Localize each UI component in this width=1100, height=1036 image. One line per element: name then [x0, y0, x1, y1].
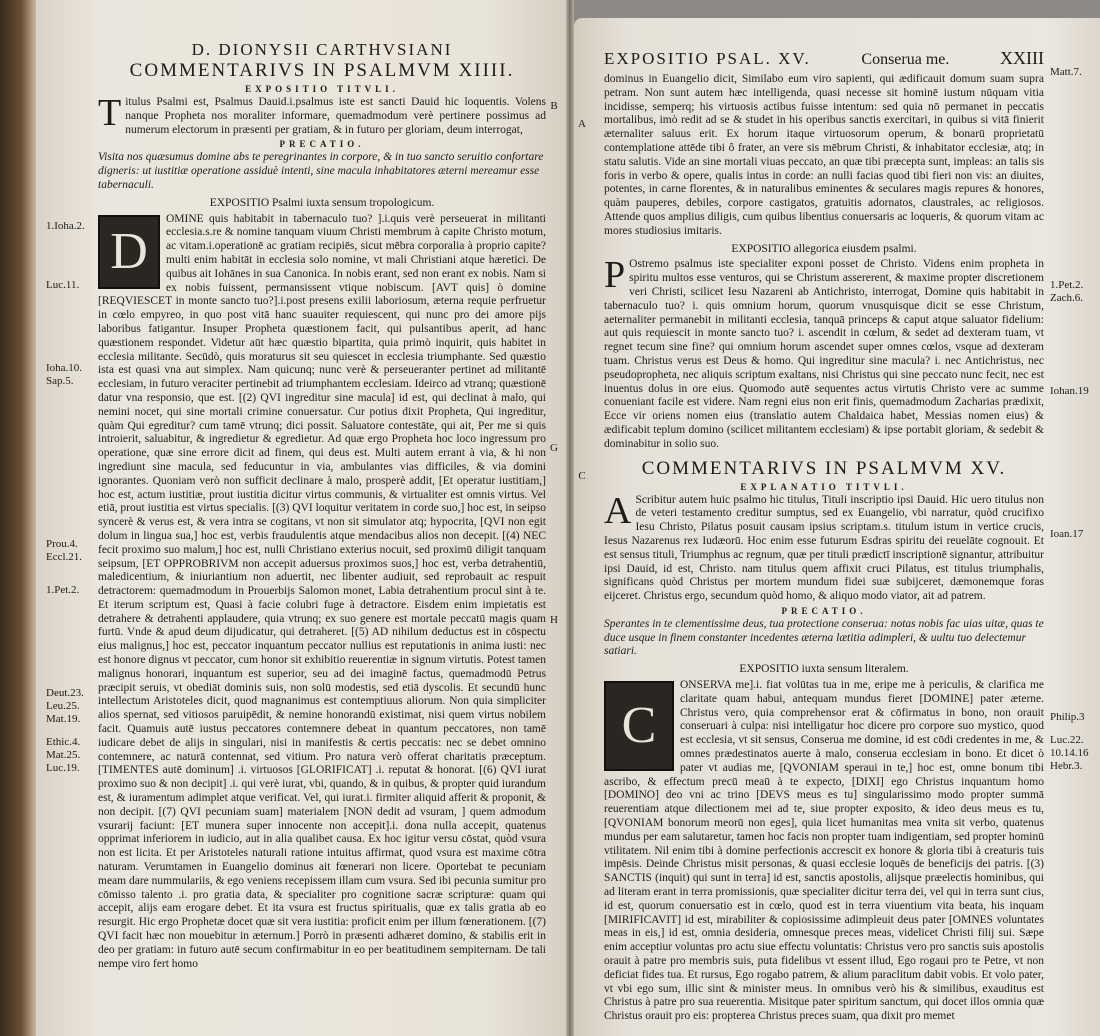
- expositio-tituli-heading: EXPOSITIO TITVLI.: [245, 84, 399, 94]
- margin-note: Iohan.19: [1050, 385, 1089, 397]
- expositio-heading: EXPOSITIO Psalmi iuxta sensum tropologicum.: [209, 196, 435, 209]
- margin-note: 10.14.16: [1050, 747, 1089, 759]
- left-page: [36, 0, 566, 1036]
- precatio-text-right: Sperantes in te clementissime deus, tua protectione conserua: notas nobis fac uias uitæ, quas te duce usque in finem constanter incedentes æterna lætitia adimpleri, & uultu tuo delectemur satiari.: [604, 617, 1044, 658]
- margin-note: Deut.23.: [46, 687, 84, 699]
- literalis-paragraph: [604, 679, 1044, 1024]
- margin-note: Mat.25.: [46, 749, 81, 761]
- literalis-heading: EXPOSITIO iuxta sensum literalem.: [739, 663, 909, 676]
- explanatio-heading: EXPLANATIO TITVLI.: [740, 481, 908, 492]
- right-top-text: dominus in Euangelio dicit, Similabo eum viro sapienti, qui ædificauit domum suam supra petram. Non sunt autem hæc intelligenda, quasi necesse sit hominē iustum nūquam vitia incidisse, semperq; his virtuosis actibus fuisse intentum: sed quia nō permanet in peccatis mortalibus, imò redit ad se & studet in his operibus sanctis exercitari, in quibus si vitā finierit æternaliter saluus erit. Ex horum itaque virtuosorum operum, & bonarū proprietatū contemplatione attēde tibi ô frater, an vere sis mēbrum Christi, & inhabitator ecclesiæ, atq; in statu salutis. Vide an sine mortali viuas peccato, an quæ tibi præcepta sunt, impleas: an talis sis foris in verbo & opere, qualis intus in corde: an nulli facias quod tibi fieri non vis: an diuites, potentes, in carne florentes, & in naturalibus eminentes & seculares magis repures & honores, quàm pauperes, debiles, corpore castigatos, gratuitis adornatos, claustrales, ac religiosos. Attende quos amplius diligis, cum quibus libentius conuersaris ac loqueris, & quorum vitam ac mores studiosius imitaris.: [604, 73, 1044, 237]
- explanatio-paragraph: [604, 489, 1044, 604]
- section-letter: G: [550, 442, 558, 454]
- commentary-title: COMMENTARIVS IN PSALMVM XV.: [641, 457, 1007, 479]
- margin-note: 1.Pet.2.: [1050, 279, 1084, 291]
- drop-cap-p: P: [604, 254, 626, 297]
- explanatio-text: Scribitur autem huic psalmo hic titulus, Tituli inscriptio ipsi Dauid. Hic uero titulus non de veteri testamento creditur sumptus, sed ex Euangelio, vbi narratur, quòd crucifixo Iesu Christo, Pilatus posuit causam ipsius scriptam.s. titulum istum in vertice crucis, Iesus Nazarenus rex Iudæorū. Hoc enim esse futurum Esdras spiritu dei reuelāte cognouit. Et est sensus tituli, Triumphus ac regnum, quæ per tituli prædictī inscriptionē signantur, attribuitur ipsi Dauid, id est, Christo. nam titulus quem affixit cruci Pilatus, est titulus triumphalis, significans quòd Christus per mortem mundum fidei suæ subijceret, dæmonemque foras eijceret. Christus ergo, secundum quòd homo, & aliquo modo viator, ait ad patrem.: [604, 493, 1044, 603]
- book-cover-edge: [0, 0, 36, 1036]
- left-body: OMINE quis habitabit in tabernaculo tuo? ].i.quis verè perseuerat in militanti ecclesia.s.re & nomine tanquam viuum Christi membrum à capite Christo motum, ac vitam.i.operationē ac gratiam recipiēs, sicut mēbra corporalia à proprio capite? multi enim habitāt in ecclesia solo nomine, vt mali Christiani atque hæretici. De quibus ait Iohānes in sua Canonica. In nobis erant, sed non erant ex nobis. Nam si ex nobis fuissent, permansissent vtique nobiscum. [AVT quis] ò domine [REQVIESCET in monte sancto tuo?].i.post presens exilii laboriosum, æterna requie perfruetur in cœlo empyreo, in quo post vitā hanc suauiter requiescent, qui nunc pro dei amore pijs laboribus fatigantur. Insuper Propheta quæstionem facit, qui pulsantibus aperit, ad hanc quæstionem respondet. Videtur aūt hæc quæstio bipartita, quia primò inquirit, quis habitet in ecclesia militante. Secūdò, quis moraturus sit seu quiescet in ecclesia triumphante. Sed quæstio ista est quasi vna aut simplex. Nam quicunq; nunc verè & perseueranter pertinet ad militantē ecclesiam, in futuro veraciter pertinebit ad triumphantem ecclesiam. Ideirco ad vtranq; quæstionē datur vna responsio, que est. [(2) QVI ingreditur sine macula] id est, qui declinat à malo, qui nemini nocet, qui sine mortali crimine conuersatur. Cur potius dixit Propheta, Qui ingreditur, quàm Qui egreditur? cum tamē vtrunq; dici possit. Saluatore contestāte, qui ait, Per me si quis introierit, saluabitur, & ingredietur & egredietur. Ad quæ ergo Propheta hoc loco ingressum pro operatione, quæ sine errore dicit ad finem, qui deus est. Multi autem errant à via, & hi non ingrediunt sine macula, sed feducuntur in via, ambulantes vias difficiles, & via domini ignorantes. Quoniam verò non sufficit declinare à malo, prosperè addit, [Et operatur iustitiam,] hoc est, actum iustitiæ, prout iustitia dicitur virtus communis, & virtualiter est omnis virtus. Vel etiā, prout iustitia est virtus specialis. [(3) QVI loquitur veritatem in corde suo,] hoc est, in seipso syncerè & verus est, & vera intra se cogitans, vt non sit simulator atq; hypocrita, [QVI non egit dolum in lingua sua,] hoc est, verbis fraudulentis atque mendacibus alios non decepit. [(4) NEC fecit proximo suo malum,] hoc est, nulli Christiano exterius nocuit, sed proximū diligit tanquam seipsum, [ET OPPROBRIVM non accepit aduersus proximos suos,] hoc est, verba detrahentiū, maledicentium, & iniuriantium non aduertit, nec libenter audiuit, sed reprobauit ac respuit detractorem: quemadmodum in Prouerbijs Salomon monet, Labia detrahentium procul sint à te. Et iterum scriptum est, Quasi à facie colubri fuge à detractore. Eisdem enim impietatis est detrahere & detrahenti applaudere, quia vtrunq; ex suo genere est mortale peccatū magis quam furtū. Vnde & apud deum dijudicatur, qui detraheret. [(5) AD nihilum deductus est in cōspectu eius malignus,] hoc est, peccator inquantum peccator nullius est reputationis in anima iusti: nec est honore dignus vt peccator, cum honor sit exhibitio reuerentiæ in signum virtutis. Potest tamen malignus honorari, inquantum est superior, seu ad dei imaginē factus, quemadmodū Petrus præcipit seruis, vt obediāt dominis suis, non solū modestis, sed etiā dyscolis. Et secundū hunc intellectum Aristoteles dicit, quod magnanimus est contemptiuus aliorum. Non quia simpliciter alios spernat, sed vitiosos paruipēdit, & nemine honorandū existimat, nisi quem virtus nobilem facit. Quamuis autē iustus peccatores contemnere debeat in quantum peccatores, non tamē iudicare debet de alijs in singulari, nisi in manifestis & certis peccatis: nec se debet omnino contemnere, ac naturā contennat, sed vitium. Pro natura verò offerat charitatis præceptum. [TIMENTES autē dominum] .i. virtuosos [GLORIFICAT] .i. reputat & honorat. [(6) QVI iurat proximo suo & non decipit] .i. qui verè iurat, vbi, quando, & in quibus, & propter quid iurandum est, & iuramentum adimplet atque verificat. Vel, qui iurat.i. firmiter aliquid afferit & proponit, & non decipit. [(7) QVI pecuniam suam] materialem [NON dedit ad vsuram, ] quem admodum vsurarij faciunt: [ET munera super innocente non accepit].i. dona nulla accepit, quatenus opprimat inferiorem in iudicio, aut in alia qualibet causa. Ex hoc igitur versu cōstat, quòd vsura non est licita. Et per Aristoteles naturali ratione intuitus affirmat, quod vsura est maxime cōtra naturam. Verumtamen in Euangelio dominus ait fœnerari non licere. Oportebat te pecuniam meam dare nummulariis, & ego veniens recepissem illam cum vsura. Sed ibi pecunia sumitur pro cōmisso talento .i. pro gratia data, & specialiter pro cognitione sacræ scripturæ: quam qui accepit, alijs eam erogare debet. Et ita vsura est fructus spiritualis, quæ ex talis gratia ab eo resurgit. Hic ergo Prophetæ docet quæ sit vera iustitia: proficit enim per illum fœnerationem. [(7) QVI facit hæc non mouebitur in æternum.] Porrò in præsenti adhæret domino, & stabilis erit in deo per gratiam: in futuro autē secum confirmabitur in eo per beatitudinem sempiternam. De tali nempe viro fert homo: [98, 212, 546, 970]
- margin-note: Ethic.4.: [46, 736, 81, 748]
- left-body-text: [98, 213, 546, 972]
- precatio-heading-right: PRECATIO.: [781, 605, 867, 616]
- book-gutter: [566, 0, 574, 1036]
- margin-note: Philip.3: [1050, 711, 1085, 723]
- right-section-letters: [574, 48, 590, 1024]
- left-title-line1: D. DIONYSII CARTHVSIANI: [191, 40, 453, 59]
- margin-note: 1.Pet.2.: [46, 584, 80, 596]
- left-margin-notes: [36, 40, 98, 1024]
- margin-note: Matt.7.: [1050, 66, 1082, 78]
- drop-cap-d: D: [98, 215, 160, 289]
- drop-cap-t: T: [98, 92, 122, 134]
- margin-note: Zach.6.: [1050, 292, 1083, 304]
- title-paragraph: [98, 92, 546, 137]
- drop-cap-c: C: [604, 681, 674, 771]
- allegorica-paragraph: [604, 254, 1044, 451]
- right-page: [574, 18, 1100, 1036]
- right-margin-notes: [1044, 48, 1100, 1024]
- margin-note: Ioan.17: [1050, 528, 1084, 540]
- title-text: itulus Psalmi est, Psalmus Dauid.i.psalmus iste est sancti Dauid hic loquentis. Volens nanque Propheta nos moraliter informare, quemadmodum verè pertinere possimus ad numerum electorum in præsenti per gratiam, & in futuro per gloriam, deum interrogat,: [125, 96, 546, 136]
- section-letter: H: [550, 614, 558, 626]
- margin-note: Luc.11.: [46, 279, 80, 291]
- allegorica-text: Ostremo psalmus iste specialiter exponi posset de Christo. Videns enim propheta in spiritu multos esse venturos, qui se Christum assererent, & maxime propter discretionem veri Christi, scilicet Iesu Nazareni ab Antichristo, interrogat, Domine quis habitabit in tabernaculo tuo? i. quis omnium horum, quorum vnusquisque dicit se esse Christum, aeternaliter permanebit in militanti ecclesia, tanquā princeps & caput atque saluator fidelium: aut quis requiescit in monte sancto tuo? i. ascendit in cœlum, & sedet ad dexteram tuam, vt regnet tecum sine fine? qui omnium horum ascendet super omnes cœlos, vsque ad dexteram tuam. Christus verus est Deus & homo. Qui ingreditur sine macula? i. nec Antichristus, nec pseudopropheta, nec aliquis scriptum exaltans, nisi Christus qui sine peccato nunc fecit, nec est inuentus dolus in ore eius. Quomodo autē sequentes actus virtutis Christo vere ac summe conueniant facile est videre. Nam regni eius non erit finis, quemadmodum Zacharias prædixit, Ecce vir oriens nomen eius (translatio autem Chaldaica habet, Messias nomen eius) & ædificabit teplum domino (scilicet militantem ecclesiam) & ipse portabit gloriam, & sedebit & dominabitur in solio suo.: [604, 258, 1044, 450]
- margin-note: Hebr.3.: [1050, 760, 1083, 772]
- precatio-heading: PRECATIO.: [279, 139, 365, 150]
- margin-note: 1.Ioha.2.: [46, 220, 85, 232]
- literalis-text: ONSERVA me].i. fiat volūtas tua in me, eripe me à periculis, & clarifica me claritate quam habui, antequam mundus fieret [DOMINE] pater æterne. Christus vero, quia comprehensor erat & cōfirmatus in bono, non orauit conseruari à culpa: nisi intelligatur hoc dicere pro corpore suo mystico, quod est ecclesia, vt sit sensus, Conserua me domine, id est cōdi credentes in me, & omnes prædestinatos auerte à malo, conserua ecclesiam in bono. Et dicet ò pater vt audias me, [QVONIAM speraui in te,] hoc est, omne bonum tibi ascribo, & effectum precū meaū à te expecto, [DIXI] ego Christus inquantum homo [DOMINO] deo vni ac trino [DEVS meus es tu] singularissimo modo propter summā reuerentiam atque dilectionem mei ad te, siue propter exposito, & ideo deus meus es tu, [QVONIAM bonorum meorū non eges], quia licet humanitas mea vnita sit verbo, quatenus mundus per eam salutaretur, tamen hoc facis non propter tuam indigentiam, sed propter hominū vtilitatem. Nil enim tibi à domine perfectionis accrescit ex honore & gloria tibi à creaturis tuis impēsis. Deinde Christus misit personas, & quasi ecclesie loquēs de beneficijs dei patris. [(3) SANCTIS (inquit) qui sunt in terra] id est, sanctis apostolis, alijsque præelectis hominibus, qui ad literam erant in terra promissionis, quæ specialiter dicitur terra dei, vel qui in terra sunt cius, id est, quorum conuersatio est in cœlo, quod est in terra viuentium vita beata, his inquam [MIRIFICAVIT] id est, mirabiliter & copiosissime adimpleuit deus pater [OMNES voluntates meas in eis,] id est, omnia desideria, omnesque preces meas, videlicet Christi filij sui. Sæpe enim acceptiur voluntas pro actu siue effectu voluntatis: Christus vero pro sanctis suis apostolis orauit à patre pro membris suis, puta fidelibus vt essent illud, Ego rogaui pro te Petre, vt non deficiat fides tua. Et rursus, Ego rogabo patrem, & alium paraclitum dabit vobis. Et volo pater, vt vbi ego sum, illic sint & minister meus. In omnibus verò his & similibus, exauditus est Christus à patre pro sua reuerentia. Misitque pater spiritum sanctum, qui docet illos omnia quæ Christus orauit pro eis: propterea Christus preces suam, qua dixit pro memet: [604, 679, 1044, 1023]
- section-letter: B: [550, 100, 558, 112]
- left-title-line2: COMMENTARIVS IN PSALMVM XIIII.: [129, 60, 515, 81]
- margin-note: Luc.22.: [1050, 734, 1084, 746]
- margin-note: Sap.5.: [46, 375, 74, 387]
- margin-note: Mat.19.: [46, 713, 81, 725]
- margin-note: Leu.25.: [46, 700, 80, 712]
- margin-note: Prou.4.: [46, 538, 78, 550]
- allegorica-heading: EXPOSITIO allegorica eiusdem psalmi.: [731, 242, 917, 255]
- left-main-column: [98, 40, 546, 1024]
- right-main-column: [590, 48, 1044, 1024]
- margin-note: Luc.19.: [46, 762, 80, 774]
- section-letter: A: [578, 118, 586, 130]
- running-head: [604, 48, 1044, 69]
- precatio-text: Visita nos quæsumus domine abs te peregrinantes in corpore, & in tuo sancto seruitio confortare digneris: ut iustitiæ operatione assiduè intenti, sine macula inhabitatores æterni mereamur esse tabernaculi.: [98, 151, 544, 191]
- folio-number: XXIII: [1000, 48, 1044, 68]
- margin-note: Eccl.21.: [46, 551, 83, 563]
- margin-note: Ioha.10.: [46, 362, 83, 374]
- running-subtitle: Conserua me.: [861, 51, 950, 68]
- section-letter: C: [578, 470, 586, 482]
- running-title: EXPOSITIO PSAL. XV.: [604, 49, 811, 68]
- left-section-letters: [546, 40, 562, 1024]
- drop-cap-a: A: [604, 489, 632, 532]
